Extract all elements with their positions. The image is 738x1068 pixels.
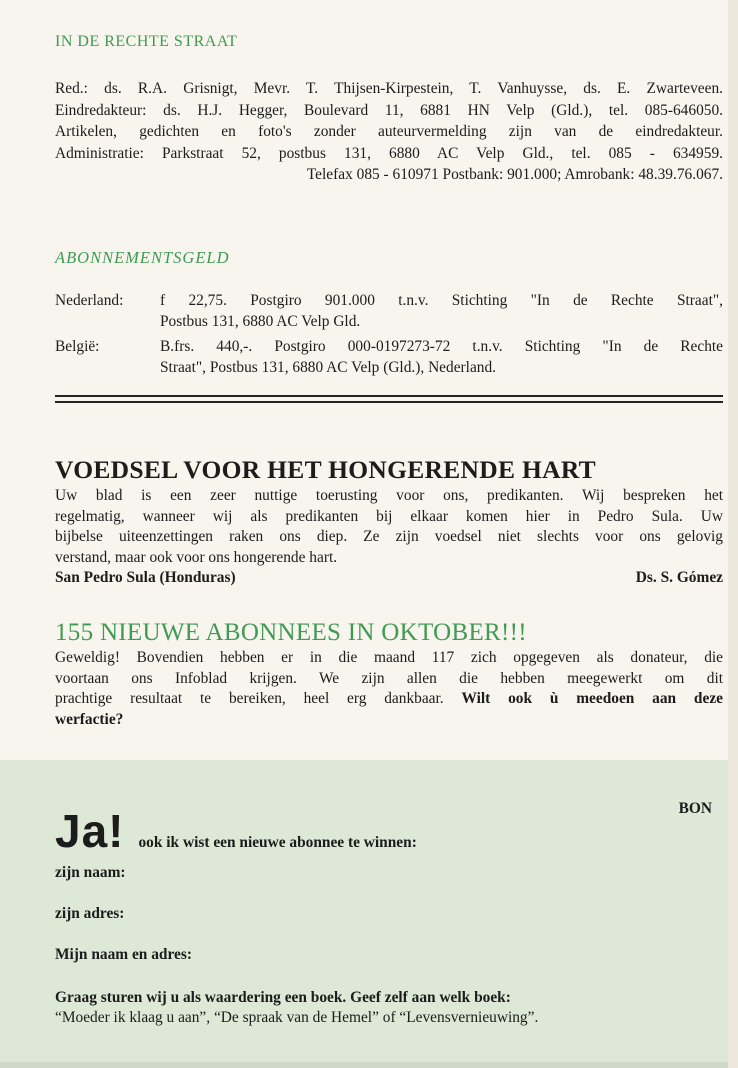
credits-block: [55, 78, 723, 186]
subscription-line: B.frs. 440,-. Postgiro 000-0197273-72 t.n.v. Stichting "In de Rechte: [160, 338, 723, 355]
article-line: regelmatig, wanneer wij als predikanten bij elkaar komen hier in Pedro Sula. Uw: [55, 507, 723, 525]
reward-text: Graag sturen wij u als waardering een boek. Geef zelf aan welk boek:: [55, 989, 511, 1006]
article-line: bijbelse uiteenzettingen raken ons diep. Ze zijn voedsel niet slechts voor ons gelovig: [55, 528, 723, 545]
subscription-line: Straat", Postbus 131, 6880 AC Velp (Gld.), Nederland.: [160, 359, 497, 376]
subscription-country: Nederland:: [55, 292, 124, 309]
credits-line: Red.: ds. R.A. Grisnigt, Mevr. T. Thijsen-Kirpestein, T. Vanhuysse, ds. E. Zwarteveen.: [55, 80, 723, 97]
article-line: Uw blad is een zeer nuttige toerusting voor ons, predikanten. Wij bespreken het: [55, 487, 723, 504]
article-line: verstand, maar ook voor ons hongerende hart.: [55, 548, 338, 566]
field-own-name-address[interactable]: Mijn naam en adres:: [55, 946, 192, 963]
credits-line: Telefax 085 - 610971 Postbank: 901.000; Amrobank: 48.39.76.067.: [306, 166, 723, 183]
announcement-heading: 155 NIEUWE ABONNEES IN OKTOBER!!!: [55, 619, 527, 646]
coupon-reward: [55, 988, 723, 1028]
article-heading: VOEDSEL VOOR HET HONGERENDE HART: [55, 455, 596, 484]
announcement-line: Geweldig! Bovendien hebben er in die maand 117 zich opgegeven als donateur, die: [55, 649, 723, 666]
subscription-country: België:: [55, 338, 100, 355]
announcement-text: prachtige resultaat te bereiken, heel erg dankbaar.: [55, 690, 444, 707]
rule-line: [55, 401, 723, 403]
coupon-ja-title: Ja!: [55, 805, 125, 857]
page-edge: [728, 0, 738, 1068]
subscription-title: ABONNEMENTSGELD: [55, 248, 230, 267]
rule-line: [55, 395, 723, 397]
subscription-row: [55, 336, 723, 378]
credits-line: Artikelen, gedichten en foto's zonder auteurvermelding zijn van de eindredakteur.: [55, 123, 723, 140]
subscription-details: [160, 290, 723, 332]
subscription-line: f 22,75. Postgiro 901.000 t.n.v. Stichting "In de Rechte Straat",: [160, 292, 723, 309]
double-rule-divider: [55, 395, 723, 405]
call-to-action: werfactie?: [55, 710, 124, 728]
subscription-line: Postbus 131, 6880 AC Velp Gld.: [160, 313, 361, 330]
field-subscriber-name[interactable]: zijn naam:: [55, 864, 126, 881]
announcement-line: [55, 689, 723, 710]
page-edge: [0, 1062, 728, 1068]
coupon-header: [55, 804, 417, 858]
article-signature: [55, 569, 723, 587]
coupon-label: BON: [678, 800, 712, 817]
field-subscriber-address[interactable]: zijn adres:: [55, 905, 125, 922]
signature-author: Ds. S. Gómez: [635, 569, 723, 586]
article-body: [55, 486, 723, 568]
credits-line: Administratie: Parkstraat 52, postbus 131, 6880 AC Velp Gld., tel. 085 - 634959.: [55, 144, 723, 162]
announcement-body: [55, 648, 723, 730]
credits-line: Eindredakteur: ds. H.J. Hegger, Boulevard 11, 6881 HN Velp (Gld.), tel. 085-646050.: [55, 101, 723, 119]
coupon-intro: ook ik wist een nieuwe abonnee te winnen:: [138, 834, 417, 851]
subscription-details: [160, 336, 723, 378]
call-to-action: Wilt ook ù meedoen aan deze: [461, 690, 723, 707]
announcement-line: voortaan ons Infoblad krijgen. We zijn allen die hebben meegewerkt om dit: [55, 669, 723, 687]
subscription-row: [55, 290, 723, 332]
subscription-block: [55, 290, 723, 378]
signature-place: San Pedro Sula (Honduras): [55, 569, 236, 586]
masthead: IN DE RECHTE STRAAT: [55, 33, 238, 50]
reward-books: “Moeder ik klaag u aan”, “De spraak van de Hemel” of “Levensvernieuwing”.: [55, 1009, 539, 1026]
coupon-form: [0, 760, 728, 1068]
announcement-line: [55, 710, 723, 731]
